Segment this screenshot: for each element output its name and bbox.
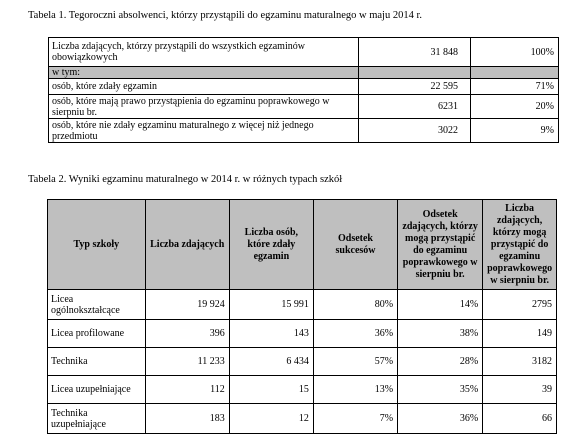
table-row [48, 348, 557, 376]
table-row [49, 38, 559, 67]
cell-retake-count: 2795 [483, 290, 557, 320]
absolwenci-table [48, 37, 559, 143]
table-row [48, 404, 557, 434]
table-row [49, 95, 559, 119]
table-row [49, 79, 559, 95]
cell-success: 13% [313, 376, 397, 404]
cell-retake-count: 149 [483, 320, 557, 348]
cell-success: 80% [313, 290, 397, 320]
cell-retake-pct: 36% [398, 404, 483, 434]
cell-passed: 15 [229, 376, 313, 404]
table2-caption: Tabela 2. Wyniki egzaminu maturalnego w 2014 r. w różnych typach szkół [28, 174, 343, 185]
header-odsetek-sukcesow: Odsetek sukcesów [313, 200, 397, 290]
table1-caption: Tabela 1. Tegoroczni absolwenci, którzy przystąpili do egzaminu maturalnego w maju 2014 r. [28, 10, 423, 21]
row-count: 6231 [359, 95, 471, 119]
row-label: Liczba zdających, którzy przystąpili do wszystkich egzaminów obowiązkowych [49, 38, 359, 67]
row-percent: 9% [471, 119, 559, 143]
row-label: osób, które nie zdały egzaminu maturalnego z więcej niż jednego przedmiotu [49, 119, 359, 143]
cell-type: Licea ogólnokształcące [48, 290, 146, 320]
row-percent: 100% [471, 38, 559, 67]
cell-retake-pct: 35% [398, 376, 483, 404]
cell-success: 7% [313, 404, 397, 434]
cell-passed: 143 [229, 320, 313, 348]
cell-takers: 112 [145, 376, 229, 404]
wyniki-table [47, 199, 557, 434]
row-count: 3022 [359, 119, 471, 143]
cell-success: 57% [313, 348, 397, 376]
cell-takers: 19 924 [145, 290, 229, 320]
cell-passed: 12 [229, 404, 313, 434]
row-label: w tym: [49, 67, 359, 79]
cell-takers: 396 [145, 320, 229, 348]
header-liczba-poprawkowy: Liczba zdających, którzy mogą przystąpić do egzaminu poprawkowego w sierpniu br. [483, 200, 557, 290]
table-row [49, 119, 559, 143]
cell-passed: 6 434 [229, 348, 313, 376]
cell-success: 36% [313, 320, 397, 348]
row-label: osób, które mają prawo przystąpienia do egzaminu poprawkowego w sierpniu br. [49, 95, 359, 119]
cell-type: Licea profilowane [48, 320, 146, 348]
row-count: 31 848 [359, 38, 471, 67]
table-row [48, 320, 557, 348]
cell-takers: 183 [145, 404, 229, 434]
table-row [49, 67, 559, 79]
row-percent: 71% [471, 79, 559, 95]
table-row [48, 290, 557, 320]
row-percent [471, 67, 559, 79]
cell-retake-count: 66 [483, 404, 557, 434]
cell-retake-count: 3182 [483, 348, 557, 376]
row-label: osób, które zdały egzamin [49, 79, 359, 95]
header-typ-szkoly: Typ szkoły [48, 200, 146, 290]
cell-type: Technika uzupełniające [48, 404, 146, 434]
row-count [359, 67, 471, 79]
cell-takers: 11 233 [145, 348, 229, 376]
table-row [48, 376, 557, 404]
cell-type: Licea uzupełniające [48, 376, 146, 404]
row-count: 22 595 [359, 79, 471, 95]
table-header-row [48, 200, 557, 290]
cell-retake-pct: 28% [398, 348, 483, 376]
header-liczba-zdanych: Liczba osób, które zdały egzamin [229, 200, 313, 290]
header-liczba-zdajacych: Liczba zdających [145, 200, 229, 290]
cell-retake-pct: 14% [398, 290, 483, 320]
cell-retake-pct: 38% [398, 320, 483, 348]
header-odsetek-poprawkowy: Odsetek zdających, którzy mogą przystąpić do egzaminu poprawkowego w sierpniu br. [398, 200, 483, 290]
cell-passed: 15 991 [229, 290, 313, 320]
cell-retake-count: 39 [483, 376, 557, 404]
row-percent: 20% [471, 95, 559, 119]
cell-type: Technika [48, 348, 146, 376]
